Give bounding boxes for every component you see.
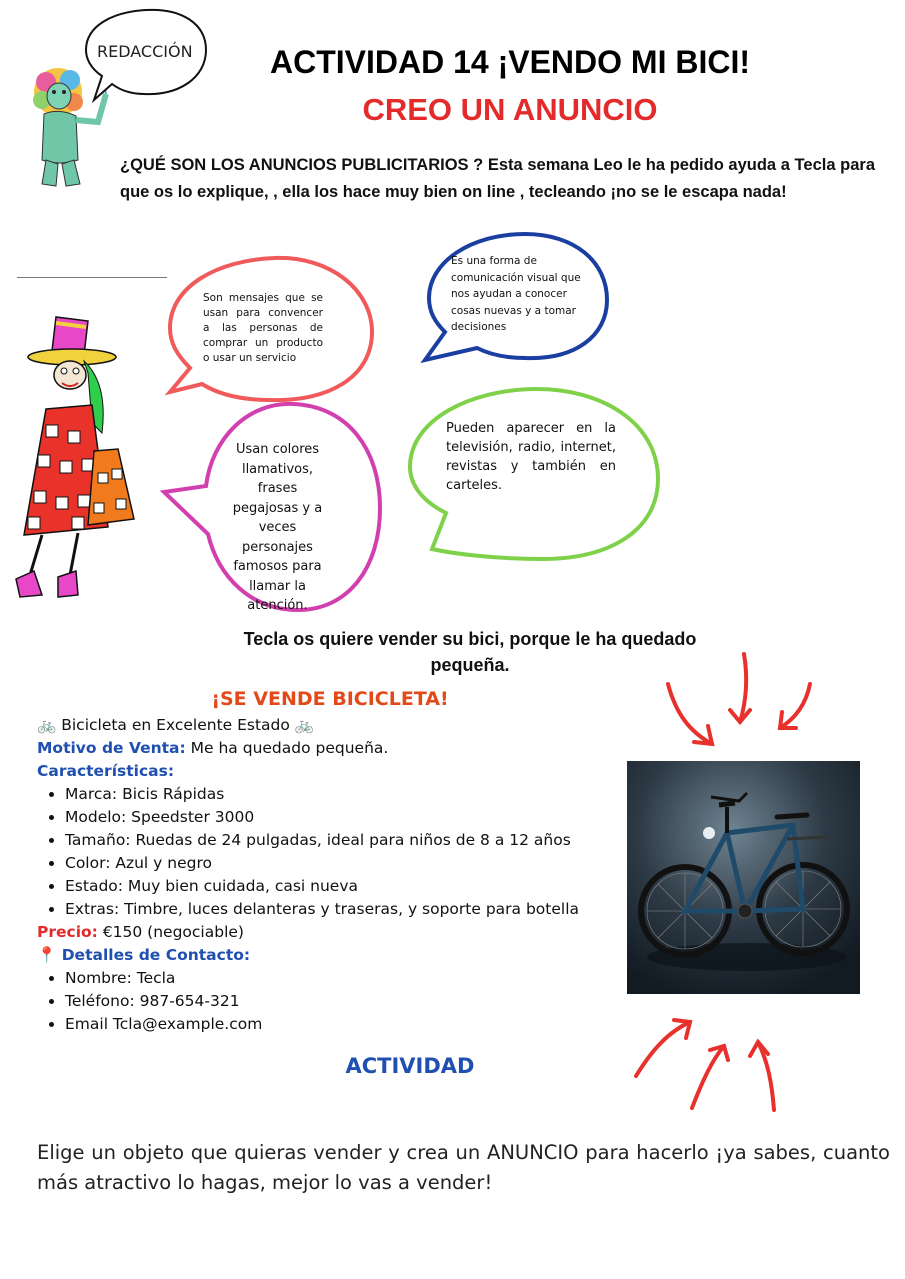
contacto-list [37, 967, 617, 1036]
ad-title: ¡SE VENDE BICICLETA! [211, 688, 449, 710]
ad-headline: 🚲 Bicicleta en Excelente Estado 🚲 [37, 716, 315, 734]
intro-paragraph: ¿QUÉ SON LOS ANUNCIOS PUBLICITARIOS ? Esta semana Leo le ha pedido ayuda a Tecla para que os lo explique, , ella los hace muy bien on line , tecleando ¡no se le escapa nada! [120, 156, 875, 201]
list-item: • Color: Azul y negro [65, 852, 617, 875]
red-arrows-bottom [628, 1010, 788, 1116]
list-item: • Marca: Bicis Rápidas [65, 783, 617, 806]
precio-label: Precio: [37, 923, 98, 941]
list-item: • Tamaño: Ruedas de 24 pulgadas, ideal para niños de 8 a 12 años [65, 829, 617, 852]
list-item: • Nombre: Tecla [65, 967, 617, 990]
bubble-text-3: Usan colores llamativos, frases pegajosas y a veces personajes famosos para llamar la atención. [232, 442, 323, 613]
bubble-text-2: Es una forma de comunicación visual que nos ayudan a conocer cosas nuevas y a tomar decisiones [451, 255, 581, 333]
actividad-title: ACTIVIDAD [345, 1054, 475, 1078]
motivo-line [37, 737, 617, 760]
contacto-label: 📍 Detalles de Contacto: [37, 946, 251, 964]
list-item: • Teléfono: 987-654-321 [65, 990, 617, 1013]
page-title: ACTIVIDAD 14 ¡VENDO MI BICI! [269, 44, 751, 80]
tecla-character-illustration [12, 313, 147, 603]
precio-line [37, 921, 617, 944]
list-item: • Email Tcla@example.com [65, 1013, 617, 1036]
motivo-value: Me ha quedado pequeña. [185, 739, 389, 757]
list-item: • Estado: Muy bien cuidada, casi nueva [65, 875, 617, 898]
list-item: • Extras: Timbre, luces delanteras y traseras, y soporte para botella [65, 898, 617, 921]
bicycle-photo [627, 761, 860, 994]
bubble-text-4: Pueden aparecer en la televisión, radio, internet, revistas y también en carteles. [446, 421, 616, 493]
caracteristicas-label: Características: [37, 762, 175, 780]
list-item: • Modelo: Speedster 3000 [65, 806, 617, 829]
caracteristicas-list [37, 783, 617, 921]
tecla-sale-line: Tecla os quiere vender su bici, porque le ha quedado pequeña. [243, 629, 697, 675]
red-arrows-top [660, 648, 830, 753]
bubble-text-1: Son mensajes que se usan para convencer a las personas de comprar un producto o usar un servicio [203, 292, 323, 364]
divider-line [17, 277, 167, 278]
actividad-text: Elige un objeto que quieras vender y crea un ANUNCIO para hacerlo ¡ya sabes, cuanto más atractivo lo hagas, mejor lo vas a vender! [37, 1141, 890, 1194]
page-subtitle: CREO UN ANUNCIO [362, 92, 658, 127]
speech-label: REDACCIÓN [97, 42, 193, 61]
motivo-label: Motivo de Venta: [37, 739, 186, 757]
ad-body [37, 714, 617, 1036]
precio-value: €150 (negociable) [97, 923, 244, 941]
